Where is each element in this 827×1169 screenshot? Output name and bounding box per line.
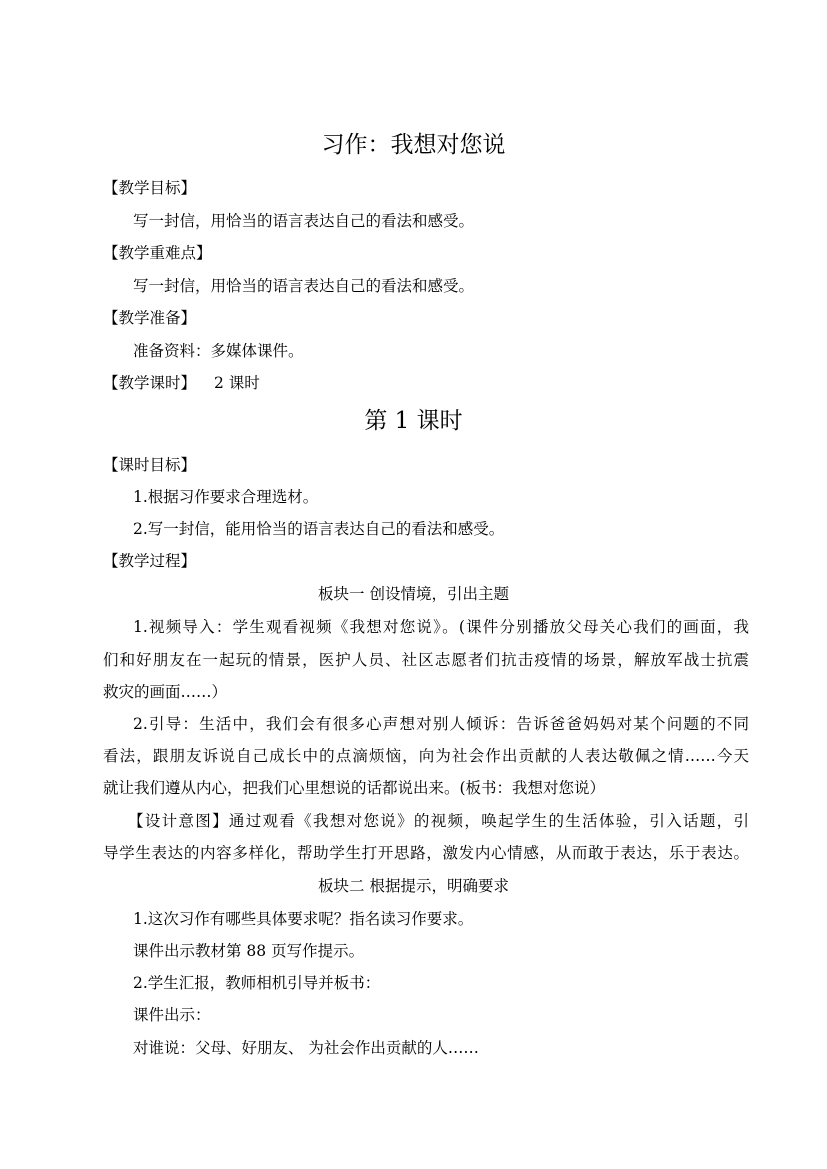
paragraph-4: 1.这次习作有哪些具体要求呢？指名读习作要求。 bbox=[133, 910, 474, 928]
paragraph-1-line-1: 1.视频导入：学生观看视频《我想对您说》。(课件分别播放父母关心我们的画面，我 bbox=[133, 618, 749, 636]
paragraph-1-line-2: 们和好朋友在一起玩的情景，医护人员、社区志愿者们抗击疫情的场景，解放军战士抗震 bbox=[103, 651, 749, 669]
paragraph-2-line-3: 就让我们遵从内心，把我们心里想说的话都说出来。(板书：我想对您说） bbox=[103, 779, 606, 797]
lesson1-title: 第 1 课时 bbox=[364, 408, 463, 434]
paragraph-2-line-1: 2.引导：生活中，我们会有很多心声想对别人倾诉：告诉爸爸妈妈对某个问题的不同 bbox=[133, 715, 749, 733]
lesson-goal-1: 1.根据习作要求合理选材。 bbox=[133, 488, 319, 506]
paragraph-1-line-3: 救灾的画面……） bbox=[103, 683, 228, 701]
paragraph-2-line-2: 看法，跟朋友诉说自己成长中的点滴烦恼，向为社会作出贡献的人表达敬佩之情……今天 bbox=[103, 747, 749, 765]
prep-heading: 【教学准备】 bbox=[103, 309, 197, 327]
keypoints-text: 写一封信，用恰当的语言表达自己的看法和感受。 bbox=[133, 277, 475, 295]
goals-heading: 【教学目标】 bbox=[103, 179, 197, 197]
design-intent-line-1: 【设计意图】通过观看《我想对您说》的视频，唤起学生的生活体验，引入话题，引 bbox=[128, 812, 749, 830]
hours-text: 2 课时 bbox=[214, 374, 260, 392]
paragraph-8: 对谁说：父母、好朋友、 为社会作出贡献的人…… bbox=[133, 1039, 479, 1057]
process-heading: 【教学过程】 bbox=[103, 552, 197, 570]
prep-text: 准备资料：多媒体课件。 bbox=[133, 342, 304, 360]
paragraph-5: 课件出示教材第 88 页写作提示。 bbox=[133, 942, 365, 960]
document-title: 习作：我想对您说 bbox=[321, 132, 506, 158]
paragraph-7: 课件出示： bbox=[133, 1006, 211, 1024]
block1-title: 板块一 创设情境，引出主题 bbox=[318, 585, 509, 603]
paragraph-6: 2.学生汇报，教师相机引导并板书： bbox=[133, 974, 381, 992]
lesson-goal-2: 2.写一封信，能用恰当的语言表达自己的看法和感受。 bbox=[133, 520, 505, 538]
keypoints-heading: 【教学重难点】 bbox=[103, 244, 212, 262]
goals-text: 写一封信，用恰当的语言表达自己的看法和感受。 bbox=[133, 212, 475, 230]
block2-title: 板块二 根据提示，明确要求 bbox=[318, 877, 509, 895]
hours-heading: 【教学课时】 bbox=[103, 374, 197, 392]
lesson-goals-heading: 【课时目标】 bbox=[103, 456, 197, 474]
design-intent-line-2: 导学生表达的内容多样化，帮助学生打开思路，激发内心情感，从而敢于表达，乐于表达。 bbox=[103, 844, 749, 862]
